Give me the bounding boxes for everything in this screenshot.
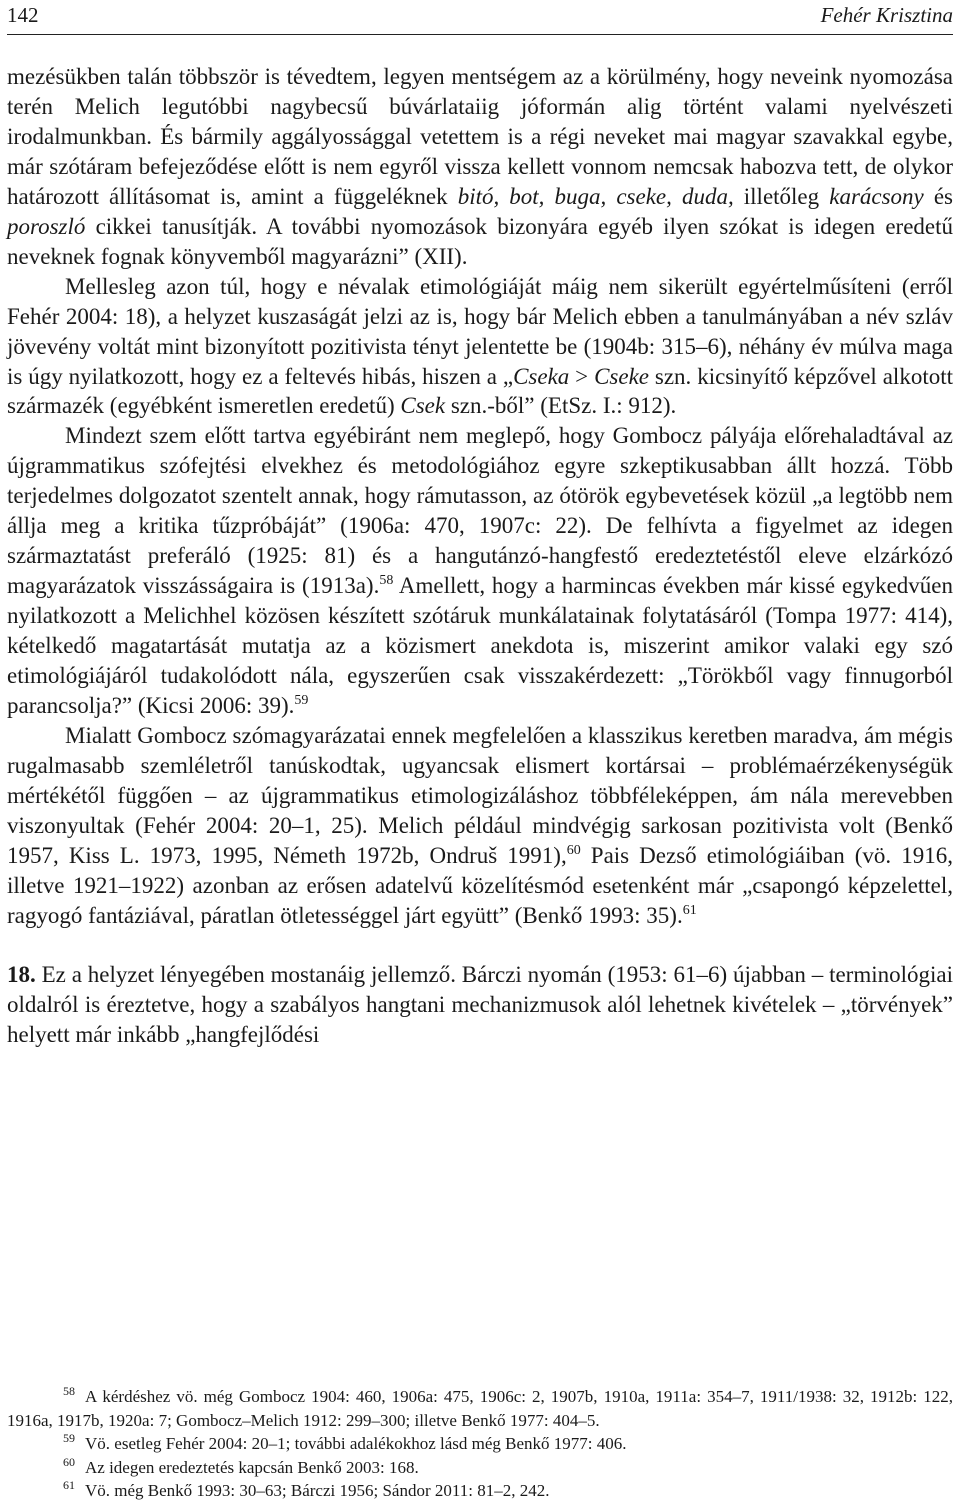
paragraph	[7, 721, 953, 931]
text-run: Pais Dezső etimológiáiban (vö. 1916, illetve 1921–1922) azonban az erősen adatelvű közelítésmód esetenként már „csapongó képzelettel, ragyogó fantáziával, páratlan ötletességgel járt együtt” (Benkő 1993: 35).	[7, 842, 953, 928]
text-run: és	[923, 183, 953, 209]
footnote-reference[interactable]: 58	[379, 573, 394, 589]
text-run: Amellett, hogy a harmincas években már kissé egykedvűen nyilatkozott a Melichhel közösen készített szótáruk munkálatainak folytatásáról (Tompa 1977: 414), kételkedő magatartását mutatja az a közismert anekdota is, miszerint amikor valaki egy szó etimológiájáról tudakolódott nála, egyszerűen csak visszakérdezett: „Törökből vagy finnugorból parancsolja?” (Kicsi 2006: 39).	[7, 573, 953, 719]
text-run: cikkei tanusítják. A további nyomozások bizonyára egyéb ilyen szókat is idegen eredetű neveknek fognak könyvemből magyarázni” (XII).	[7, 213, 953, 269]
text-run: szn. kicsinyítő képzővel alkotott származék (egyébként ismeretlen eredetű)	[7, 363, 953, 419]
text-run: Mellesleg azon túl, hogy e névalak etimológiáját máig nem sikerült egyértelműsíteni (erről Fehér 2004: 18), a helyzet kuszaságát jelzi az is, hogy bár Melich ebben a tanulmányában a név szláv jövevény voltát mint bizonyított pozitivista tényt jelentette be (1904b: 315–6), néhány év múlva maga is úgy nyilatkozott, hogy ez a feltevés hibás, hiszen a „	[7, 273, 953, 389]
header-rule	[7, 34, 953, 35]
italic-term: Cseka	[513, 363, 570, 389]
section-number: 18.	[7, 961, 36, 987]
footnote: 60 Az idegen eredeztetés kapcsán Benkő 2003: 168.	[63, 1454, 419, 1477]
text-run: Ez a helyzet lényegében mostanáig jellemző. Bárczi nyomán (1953: 61–6) újabban – terminológiai oldalról is éreztetve, hogy a szabályos hangtani mechanizmusok alól lehetnek kivételek – „törvények” helyett már inkább „hangfejlődési	[7, 961, 953, 1047]
footnote: 61 Vö. még Benkő 1993: 30–63; Bárczi 1956; Sándor 2011: 81–2, 242.	[63, 1478, 550, 1501]
paragraph	[7, 421, 953, 721]
running-header	[7, 0, 953, 30]
footnote-text: Vö. még Benkő 1993: 30–63; Bárczi 1956; Sándor 2011: 81–2, 242.	[85, 1481, 550, 1501]
footnote-reference[interactable]: 60	[566, 842, 581, 858]
footnote: 58 A kérdéshez vö. még Gombocz 1904: 460, 1906a: 475, 1906c: 2, 1907b, 1910a, 1911a: 354–7, 1911/1938: 32, 1912b: 122, 1916a, 1917b, 1920a: 7; Gombocz–Melich 1912: 299–300; illetve Benkő 1977: 404–5.	[7, 1384, 953, 1430]
footnote: 59 Vö. esetleg Fehér 2004: 20–1; további adalékokhoz lásd még Benkő 1977: 406.	[63, 1431, 627, 1454]
page-number: 142	[7, 3, 39, 27]
italic-term: karácsony	[829, 183, 924, 209]
footnote-reference[interactable]: 59	[294, 693, 309, 709]
text-run: >	[569, 363, 595, 389]
footnote-text: A kérdéshez vö. még Gombocz 1904: 460, 1906a: 475, 1906c: 2, 1907b, 1910a, 1911a: 354–7, 1911/1938: 32, 1912b: 122, 1916a, 1917b, 1920a: 7; Gombocz–Melich 1912: 299–300; illetve Benkő 1977: 404–5.	[7, 1387, 953, 1430]
running-head-author: Fehér Krisztina	[820, 3, 953, 27]
paragraph-continued	[7, 62, 953, 272]
text-run: szn.-ből” (EtSz. I.: 912).	[445, 393, 677, 419]
footnote-text: Vö. esetleg Fehér 2004: 20–1; további adalékokhoz lásd még Benkő 1977: 406.	[85, 1434, 627, 1454]
body-text	[7, 62, 953, 1050]
text-run: illetőleg	[733, 183, 830, 209]
italic-term-list: bitó, bot, buga, cseke, duda,	[457, 183, 734, 209]
section-paragraph	[7, 960, 953, 1050]
italic-term: Cseke	[594, 363, 649, 389]
footnotes	[7, 1385, 953, 1503]
text-run: Mindezt szem előtt tartva egyébiránt nem meglepő, hogy Gombocz pályája előrehaladtával az újgrammatikus szófejtési elvekhez és metodológiához egyre szkeptikusabban állt hozzá. Több terjedelmes dolgozatot szentelt annak, hogy rámutasson, az ótörök egybevetések közül „a legtöbb nem állja meg a kritika tűzpróbáját” (1906a: 470, 1907c: 22). De felhívta a figyelmet az idegen származtatást preferáló (1925: 81) és a hangutánzó-hangfestő eredeztetéstől eleve elzárkózó magyarázatok visszásságaira is (1913a).	[7, 423, 953, 599]
footnote-text: Az idegen eredeztetés kapcsán Benkő 2003: 168.	[85, 1457, 419, 1477]
italic-term: Csek	[400, 393, 446, 419]
text-run: Mialatt Gombocz szómagyarázatai ennek megfelelően a klasszikus keretben maradva, ám mégis rugalmasabb szemléletről tanúskodtak, ugyancsak elismert kortársai – problémaérzékenységük mértékétől függően – az újgrammatikus etimologizáláshoz többféleképpen, ám nála merevebben viszonyultak (Fehér 2004: 20–1, 25). Melich például mindvégig sarkosan pozitivista volt (Benkő 1957, Kiss L. 1973, 1995, Németh 1972b, Ondruš 1991),	[7, 722, 953, 868]
footnote-reference[interactable]: 61	[682, 902, 697, 918]
paragraph	[7, 272, 953, 422]
text-run: mezésükben talán többször is tévedtem, legyen mentségem az a körülmény, hogy neveink nyomozása terén Melich legutóbbi nagybecsű búvárlataiig jóformán alig történt valami nyelvészeti irodalmunkban. És bármily aggályossággal vetettem is a régi neveket mai magyar szavakkal egybe, már szótáram befejeződése előtt is nem egyről vissza kellett vonnom nemcsak habozva tett, de olykor határozott állításomat is, amint a függeléknek	[7, 64, 953, 209]
italic-term: poroszló	[7, 213, 86, 239]
